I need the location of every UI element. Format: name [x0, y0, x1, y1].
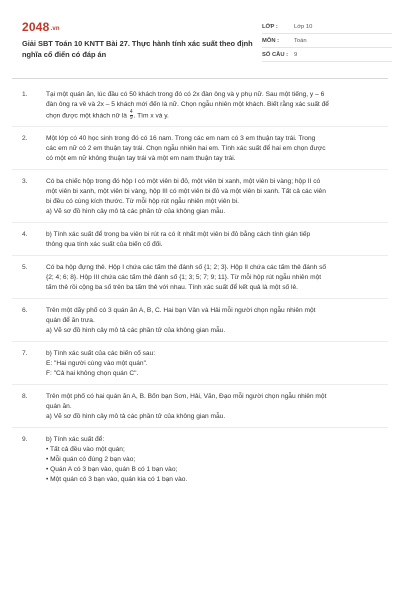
question-line-text: Một lớp có 40 học sinh trong đó có 16 nam. Trong các em nam có 3 em thuận tay trái. Trong — [46, 135, 316, 143]
question-line — [46, 392, 382, 402]
question-line-text: chọn được một khách nữ là — [46, 112, 127, 120]
question-line-text: một viên bi xanh, một viên bi vàng, hộp III có một viên bi đỏ và một viên bi xanh. Tất cả các viên — [46, 188, 326, 196]
question-number: 1. — [22, 91, 28, 98]
meta-label: SỐ CÂU : — [262, 51, 289, 58]
question-divider — [12, 298, 388, 299]
question-item — [12, 134, 388, 164]
question-divider — [12, 126, 388, 127]
header-divider — [12, 78, 388, 79]
question-item — [12, 177, 388, 217]
question-number: 3. — [22, 178, 28, 186]
question-line-text: Trên một phố có hai quán ăn A, B. Bốn bạn Sơn, Hải, Văn, Đạo mỗi người chọn ngẫu nhiên một — [46, 393, 327, 401]
question-line-text: quán để ăn trưa. — [46, 317, 95, 325]
question-line — [46, 359, 382, 369]
question-text — [46, 90, 388, 121]
meta-row — [262, 48, 392, 62]
question-text — [46, 435, 388, 485]
meta-value: Toán — [294, 37, 307, 44]
question-divider — [12, 255, 388, 256]
question-line — [46, 326, 382, 336]
question-text — [46, 134, 388, 164]
worksheet-header — [12, 10, 388, 74]
question-number: 2. — [22, 135, 28, 143]
question-item — [12, 349, 388, 379]
question-line — [46, 349, 382, 359]
question-line — [46, 283, 382, 293]
question-number: 7. — [22, 350, 28, 358]
question-text — [46, 306, 388, 336]
question-line-tail: . Tìm x và y. — [133, 112, 169, 120]
question-divider — [12, 169, 388, 170]
question-line — [46, 177, 382, 187]
question-line-text: Trên một dãy phố có 3 quán ăn A, B, C. Hai bạn Vân và Hải mỗi người chọn ngẫu nhiên một — [46, 307, 316, 315]
question-line-text: thông qua tính xác suất của biến cố đối. — [46, 241, 163, 249]
question-number: 9. — [22, 436, 28, 444]
question-line-text: các em nữ có 2 em thuận tay trái. Chọn ngẫu nhiên hai em. Tính xác suất để hai em chọn được — [46, 145, 326, 153]
question-line-text: Tại một quán ăn, lúc đầu có 50 khách trong đó có 2x đàn ông và y phụ nữ. Sau một tiếng, y – 6 — [46, 91, 325, 98]
question-line-text: • Tất cả đều vào một quán; — [46, 446, 125, 454]
site-logo[interactable] — [22, 20, 60, 34]
question-divider — [12, 384, 388, 385]
question-number: 4. — [22, 231, 28, 239]
question-line — [46, 100, 382, 110]
question-divider — [12, 341, 388, 342]
question-line — [46, 402, 382, 412]
question-divider — [12, 222, 388, 223]
question-line — [46, 369, 382, 379]
question-line-text: bi đều có cùng kích thước. Từ mỗi hộp rút ngẫu nhiên một viên bi. — [46, 198, 239, 206]
question-line — [46, 306, 382, 316]
logo-tld: .vn — [50, 26, 60, 32]
question-number: 5. — [22, 264, 28, 272]
question-text — [46, 177, 388, 217]
question-line-text: • Mỗi quán có đúng 2 bạn vào; — [46, 456, 136, 464]
logo-main: 2048 — [22, 20, 50, 34]
question-line-text: {2; 4; 6; 8}. Hộp III chứa các tấm thẻ đánh số {1; 3; 5; 7; 9; 11}. Từ mỗi hộp rút ngẫu nhiên một — [46, 274, 322, 282]
question-line-text: Có ba hộp đựng thẻ. Hộp I chứa các tấm thẻ đánh số {1; 2; 3}. Hộp II chứa các tấm thẻ đánh số — [46, 264, 327, 272]
question-line-text: a) Vẽ sơ đồ hình cây mô tả các phần tử của không gian mẫu. — [46, 413, 226, 421]
question-line-text: đàn ông ra về và 2x – 5 khách mới đến là nữ. Chọn ngẫu nhiên một khách. Biết rằng xác suất để — [46, 101, 329, 108]
question-line — [46, 465, 382, 475]
question-line-text: a) Vẽ sơ đồ hình cây mô tả các phần tử của không gian mẫu. — [46, 327, 226, 335]
question-number: 6. — [22, 307, 28, 315]
question-line — [46, 134, 382, 144]
question-text — [46, 349, 388, 379]
meta-value: 9 — [294, 51, 298, 58]
question-line — [46, 110, 382, 121]
question-line — [46, 144, 382, 154]
question-line — [46, 240, 382, 250]
question-item — [12, 230, 388, 250]
question-item — [12, 90, 388, 121]
meta-label: MÔN : — [262, 37, 280, 44]
question-line — [46, 187, 382, 197]
question-line-text: a) Vẽ sơ đồ hình cây mô tả các phần tử của không gian mẫu. — [46, 208, 226, 216]
question-item — [12, 435, 388, 485]
question-item — [12, 306, 388, 336]
meta-label: LỚP : — [262, 23, 278, 30]
question-line — [46, 207, 382, 217]
question-line-text: F: "Cả hai không chọn quán C". — [46, 370, 139, 378]
question-line — [46, 316, 382, 326]
question-line — [46, 154, 382, 164]
question-line — [46, 412, 382, 422]
question-line — [46, 230, 382, 240]
question-line-text: E: "Hai người cùng vào một quán". — [46, 360, 148, 368]
question-line — [46, 197, 382, 207]
fraction-denominator: 9 — [129, 115, 133, 121]
question-line-text: có một em nữ không thuận tay trái và một em nam thuận tay trái. — [46, 155, 236, 163]
question-line — [46, 445, 382, 455]
question-divider — [12, 427, 388, 428]
question-line-text: tấm thẻ rồi cộng ba số trên ba tấm thẻ với nhau. Tính xác suất để kết quả là một số lẻ. — [46, 284, 298, 292]
question-line-text: Có ba chiếc hộp trong đó hộp I có một viên bi đỏ, một viên bi xanh, một viên bi vàng; hộp II có — [46, 178, 321, 186]
fraction — [130, 110, 133, 121]
question-line-text: b) Tính xác suất để: — [46, 436, 105, 444]
meta-row — [262, 34, 392, 48]
question-text — [46, 392, 388, 422]
question-line — [46, 435, 382, 445]
meta-value: Lớp 10 — [294, 23, 313, 30]
question-text — [46, 230, 388, 250]
question-number: 8. — [22, 393, 28, 401]
question-line-text: b) Tính xác suất của các biến cố sau: — [46, 350, 156, 358]
question-line-text: • Một quán có 3 bạn vào, quán kia có 1 bạn vào. — [46, 476, 188, 484]
question-line-text: b) Tính xác suất để trong ba viên bi rút ra có ít nhất một viên bi đỏ bằng cách tính gián tiếp — [46, 231, 311, 239]
question-line — [46, 90, 382, 100]
fraction-numerator: 4 — [129, 109, 133, 115]
question-line-text: quán ăn. — [46, 403, 72, 411]
question-line — [46, 263, 382, 273]
question-line — [46, 475, 382, 485]
question-line — [46, 455, 382, 465]
question-line-text: • Quán A có 3 bạn vào, quán B có 1 bạn vào; — [46, 466, 178, 474]
question-text — [46, 263, 388, 293]
meta-table — [262, 20, 392, 62]
question-line — [46, 273, 382, 283]
question-item — [12, 263, 388, 293]
question-list — [12, 90, 388, 485]
meta-row — [262, 20, 392, 34]
question-item — [12, 392, 388, 422]
document-title: Giải SBT Toán 10 KNTT Bài 27. Thực hành tính xác suất theo định nghĩa cổ điển có đáp án — [22, 39, 253, 59]
